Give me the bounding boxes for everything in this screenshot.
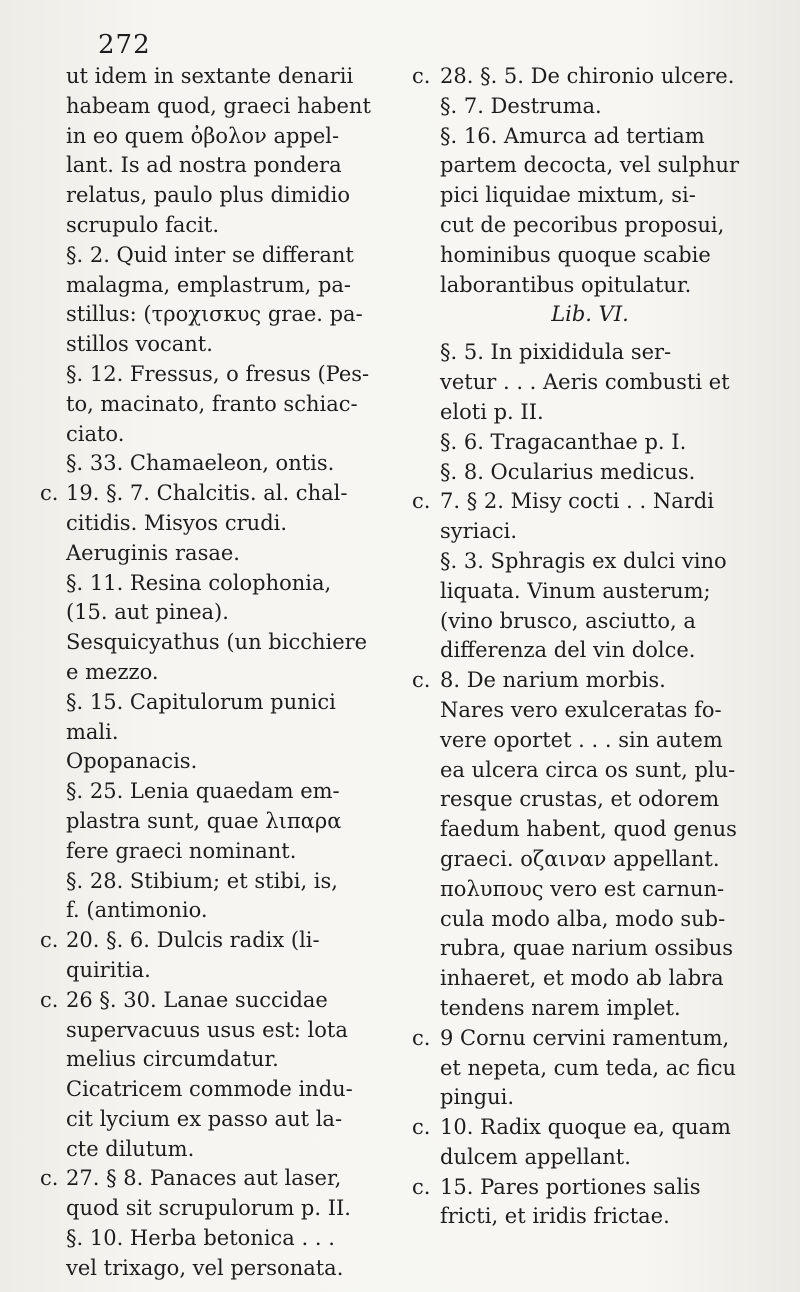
text-line bbox=[40, 1224, 390, 1254]
line-text: et nepeta, cum teda, ac ficu bbox=[440, 1055, 736, 1080]
line-text: §. 12. Fressus, o fresus (Pes- bbox=[66, 361, 370, 386]
text-line bbox=[412, 1143, 768, 1173]
text-line bbox=[412, 934, 768, 964]
line-text: graeci. οζαιναν appellant. bbox=[440, 846, 720, 871]
line-text: vel trixago, vel personata. bbox=[66, 1255, 344, 1280]
line-text: §. 33. Chamaeleon, ontis. bbox=[66, 451, 335, 476]
right-column bbox=[412, 62, 768, 1232]
line-text: fere graeci nominant. bbox=[66, 838, 297, 863]
line-text: πολυπους vero est carnun- bbox=[440, 876, 725, 901]
line-text: rubra, quae narium ossibus bbox=[440, 936, 734, 961]
chapter-marker: c. bbox=[412, 1174, 431, 1199]
line-text: malagma, emplastrum, pa- bbox=[66, 272, 352, 297]
line-text: cte dilutum. bbox=[66, 1136, 195, 1161]
chapter-marker: c. bbox=[412, 489, 431, 514]
text-line bbox=[412, 607, 768, 637]
text-line bbox=[40, 390, 390, 420]
line-text: e mezzo. bbox=[66, 659, 159, 684]
text-line bbox=[412, 271, 768, 301]
line-text: resque crustas, et odorem bbox=[440, 787, 720, 812]
text-line bbox=[412, 1054, 768, 1084]
text-line bbox=[40, 420, 390, 450]
text-line bbox=[412, 517, 768, 547]
text-line bbox=[40, 1164, 390, 1194]
line-text: §. 15. Capitulorum punici bbox=[66, 689, 336, 714]
text-line bbox=[40, 300, 390, 330]
line-text: Aeruginis rasae. bbox=[66, 540, 240, 565]
line-text: to, macinato, franto schiac- bbox=[66, 391, 358, 416]
text-line bbox=[412, 487, 768, 517]
text-line bbox=[412, 577, 768, 607]
text-line bbox=[412, 666, 768, 696]
line-text: melius circumdatur. bbox=[66, 1047, 279, 1072]
line-text: 7. § 2. Misy cocti . . Nardi bbox=[440, 489, 714, 514]
line-text: ea ulcera circa os sunt, plu- bbox=[440, 757, 736, 782]
text-line bbox=[40, 1105, 390, 1135]
line-text: pingui. bbox=[440, 1085, 515, 1110]
line-text: lant. Is ad nostra pondera bbox=[66, 153, 342, 178]
line-text: mali. bbox=[66, 719, 119, 744]
line-text: cit lycium ex passo aut la- bbox=[66, 1106, 343, 1131]
text-line bbox=[40, 718, 390, 748]
line-text: syriaci. bbox=[440, 519, 518, 544]
text-line bbox=[40, 1016, 390, 1046]
chapter-marker: c. bbox=[412, 668, 431, 693]
text-line bbox=[412, 1113, 768, 1143]
chapter-marker: c. bbox=[412, 1025, 431, 1050]
text-line bbox=[40, 777, 390, 807]
text-line bbox=[40, 479, 390, 509]
line-text: ut idem in sextante denarii bbox=[66, 64, 354, 88]
text-line bbox=[40, 837, 390, 867]
text-line bbox=[412, 241, 768, 271]
text-line bbox=[412, 1083, 768, 1113]
line-text: tendens narem implet. bbox=[440, 995, 681, 1020]
text-line bbox=[412, 428, 768, 458]
text-line bbox=[412, 92, 768, 122]
text-line bbox=[40, 1194, 390, 1224]
text-line bbox=[40, 628, 390, 658]
text-line bbox=[40, 539, 390, 569]
chapter-marker: c. bbox=[412, 1115, 431, 1140]
line-text: Cicatricem commode indu- bbox=[66, 1077, 353, 1102]
text-line bbox=[40, 330, 390, 360]
line-text: faedum habent, quod genus bbox=[440, 817, 737, 842]
text-line bbox=[40, 241, 390, 271]
line-text: 8. De narium morbis. bbox=[440, 668, 666, 693]
line-text: 26 §. 30. Lanae succidae bbox=[66, 987, 328, 1012]
text-line bbox=[40, 896, 390, 926]
text-line bbox=[412, 905, 768, 935]
text-line bbox=[40, 360, 390, 390]
text-line bbox=[40, 926, 390, 956]
text-line bbox=[40, 688, 390, 718]
line-text: liquata. Vinum austerum; bbox=[440, 578, 711, 603]
line-text: 10. Radix quoque ea, quam bbox=[440, 1115, 731, 1140]
line-text: quod sit scrupulorum p. II. bbox=[66, 1196, 351, 1221]
text-line bbox=[412, 756, 768, 786]
line-text: habeam quod, graeci habent bbox=[66, 93, 371, 118]
text-line bbox=[40, 122, 390, 152]
text-line bbox=[412, 547, 768, 577]
line-text: Opopanacis. bbox=[66, 749, 198, 774]
chapter-marker: c. bbox=[40, 928, 59, 953]
line-text: fricti, et iridis frictae. bbox=[440, 1204, 670, 1229]
line-text: Lib. VI. bbox=[551, 302, 629, 327]
text-line bbox=[412, 338, 768, 368]
line-text: 20. §. 6. Dulcis radix (li- bbox=[66, 928, 320, 953]
text-line bbox=[40, 598, 390, 628]
line-text: §. 7. Destruma. bbox=[440, 93, 602, 118]
text-line bbox=[40, 62, 390, 92]
line-text: §. 5. In pixididula ser- bbox=[440, 340, 672, 365]
text-line bbox=[40, 509, 390, 539]
line-text: §. 25. Lenia quaedam em- bbox=[66, 779, 340, 804]
line-text: 27. § 8. Panaces aut laser, bbox=[66, 1166, 342, 1191]
text-line bbox=[412, 785, 768, 815]
text-line bbox=[40, 1075, 390, 1105]
line-text: relatus, paulo plus dimidio bbox=[66, 183, 351, 208]
text-line bbox=[412, 1202, 768, 1232]
line-text: quiritia. bbox=[66, 957, 151, 982]
line-text: laborantibus opitulatur. bbox=[440, 272, 692, 297]
text-line bbox=[40, 747, 390, 777]
line-text: §. 11. Resina colophonia, bbox=[66, 570, 332, 595]
chapter-marker: c. bbox=[412, 64, 431, 88]
text-line bbox=[412, 815, 768, 845]
line-text: stillos vocant. bbox=[66, 332, 213, 357]
text-line bbox=[412, 964, 768, 994]
text-line bbox=[412, 151, 768, 181]
line-text: §. 2. Quid inter se differant bbox=[66, 242, 354, 267]
line-text: Nares vero exulceratas fo- bbox=[440, 697, 722, 722]
line-text: 19. §. 7. Chalcitis. al. chal- bbox=[66, 481, 348, 506]
line-text: ciato. bbox=[66, 421, 125, 446]
line-text: §. 28. Stibium; et stibi, is, bbox=[66, 868, 338, 893]
section-heading bbox=[412, 300, 768, 338]
line-text: in eo quem ὀβολον appel- bbox=[66, 123, 340, 148]
line-text: citidis. Misyos crudi. bbox=[66, 510, 288, 535]
line-text: scrupulo facit. bbox=[66, 212, 219, 237]
text-line bbox=[40, 1135, 390, 1165]
line-text: supervacuus usus est: lota bbox=[66, 1017, 348, 1042]
line-text: hominibus quoque scabie bbox=[440, 242, 711, 267]
text-line bbox=[40, 92, 390, 122]
text-line bbox=[40, 867, 390, 897]
text-line bbox=[40, 1254, 390, 1284]
text-line bbox=[40, 569, 390, 599]
line-text: differenza del vin dolce. bbox=[440, 638, 696, 663]
chapter-marker: c. bbox=[40, 987, 59, 1012]
text-line bbox=[412, 875, 768, 905]
line-text: 9 Cornu cervini ramentum, bbox=[440, 1025, 730, 1050]
text-line bbox=[412, 1173, 768, 1203]
text-line bbox=[40, 1045, 390, 1075]
chapter-marker: c. bbox=[40, 481, 59, 506]
line-text: vetur . . . Aeris combusti et bbox=[440, 370, 730, 395]
text-line bbox=[412, 458, 768, 488]
text-line bbox=[412, 845, 768, 875]
text-line bbox=[40, 151, 390, 181]
line-text: inhaeret, et modo ab labra bbox=[440, 966, 724, 991]
line-text: f. (antimonio. bbox=[66, 898, 208, 923]
line-text: 28. §. 5. De chironio ulcere. bbox=[440, 64, 735, 88]
text-line bbox=[40, 211, 390, 241]
line-text: §. 6. Tragacanthae p. I. bbox=[440, 429, 687, 454]
line-text: §. 16. Amurca ad tertiam bbox=[440, 123, 705, 148]
line-text: stillus: (τροχισκυς grae. pa- bbox=[66, 302, 363, 327]
line-text: eloti p. II. bbox=[440, 399, 544, 424]
line-text: cula modo alba, modo sub- bbox=[440, 906, 726, 931]
text-line bbox=[40, 956, 390, 986]
line-text: 15. Pares portiones salis bbox=[440, 1174, 701, 1199]
text-line bbox=[412, 62, 768, 92]
text-line bbox=[412, 1024, 768, 1054]
text-line bbox=[412, 994, 768, 1024]
line-text: §. 3. Sphragis ex dulci vino bbox=[440, 548, 727, 573]
line-text: plastra sunt, quae λιπαρα bbox=[66, 808, 342, 833]
text-line bbox=[412, 696, 768, 726]
text-line bbox=[412, 726, 768, 756]
text-line bbox=[412, 211, 768, 241]
text-line bbox=[40, 181, 390, 211]
line-text: dulcem appellant. bbox=[440, 1144, 631, 1169]
line-text: Sesquicyathus (un bicchiere bbox=[66, 630, 368, 655]
text-line bbox=[412, 398, 768, 428]
line-text: §. 8. Ocularius medicus. bbox=[440, 459, 696, 484]
left-column bbox=[40, 62, 390, 1284]
line-text: vere oportet . . . sin autem bbox=[440, 727, 723, 752]
text-line bbox=[412, 181, 768, 211]
page-number: 272 bbox=[98, 30, 151, 60]
text-line bbox=[412, 122, 768, 152]
line-text: cut de pecoribus proposui, bbox=[440, 212, 725, 237]
text-line bbox=[40, 986, 390, 1016]
text-line bbox=[412, 636, 768, 666]
line-text: partem decocta, vel sulphur bbox=[440, 153, 740, 178]
line-text: (15. aut pinea). bbox=[66, 600, 229, 625]
text-line bbox=[412, 368, 768, 398]
line-text: pici liquidae mixtum, si- bbox=[440, 183, 696, 208]
line-text: (vino brusco, asciutto, a bbox=[440, 608, 696, 633]
text-line bbox=[40, 449, 390, 479]
chapter-marker: c. bbox=[40, 1166, 59, 1191]
text-line bbox=[40, 658, 390, 688]
line-text: §. 10. Herba betonica . . . bbox=[66, 1226, 335, 1251]
text-line bbox=[40, 807, 390, 837]
text-line bbox=[40, 271, 390, 301]
